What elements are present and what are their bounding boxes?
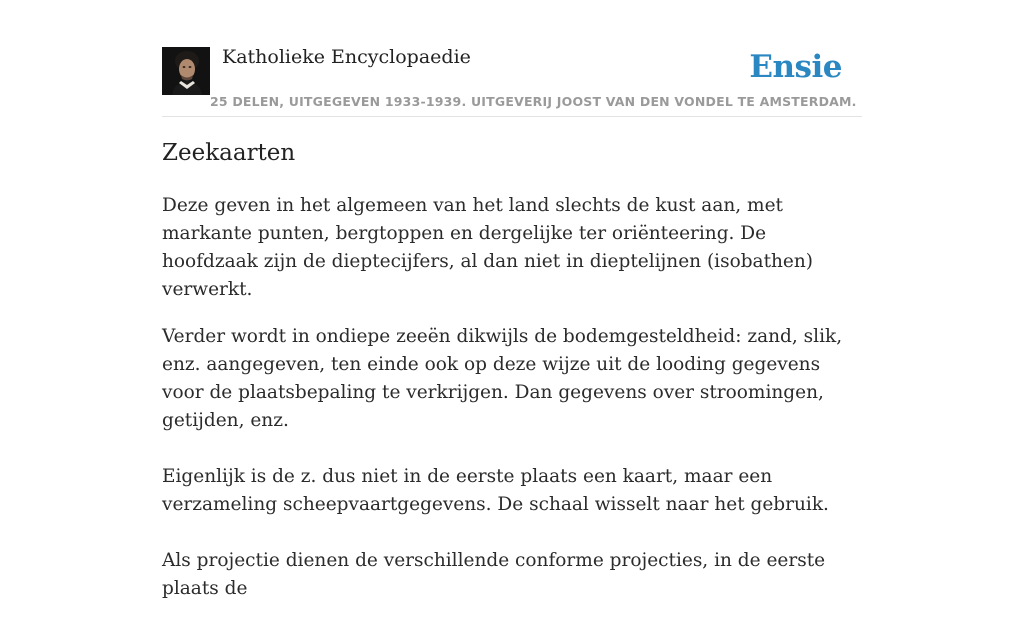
site-header [162, 44, 862, 117]
portrait-avatar-icon[interactable] [162, 47, 210, 95]
publication-title[interactable]: Katholieke Encyclopaedie [222, 46, 471, 68]
article-paragraph: Verder wordt in ondiepe zeeën dikwijls de bodemgesteldheid: zand, slik, enz. aangegeven, ten einde ook op deze wijze uit de looding gegevens voor de plaatsbepaling te verkrijgen. Dan gegevens over stroomingen, getijden, enz. Eigenlijk is de z. dus niet in de eerste plaats een kaart, maar een verzameling scheepvaartgegevens. De schaal wisselt naar het gebruik. Als projectie dienen de verschillende conforme projecties, in de eerste plaats de [162, 326, 843, 599]
article-paragraph: Deze geven in het algemeen van het land slechts de kust aan, met markante punten, bergtoppen en dergelijke ter oriënteering. De hoofdzaak zijn de dieptecijfers, al dan niet in dieptelijnen (isobathen) verwerkt. [162, 195, 814, 300]
article-title: Zeekaarten [162, 140, 296, 166]
article-body [162, 192, 862, 622]
brand-logo-link[interactable]: Ensie [749, 49, 842, 85]
publication-subtitle: 25 DELEN, UITGEGEVEN 1933-1939. UITGEVERIJ JOOST VAN DEN VONDEL TE AMSTERDAM. [210, 94, 857, 109]
